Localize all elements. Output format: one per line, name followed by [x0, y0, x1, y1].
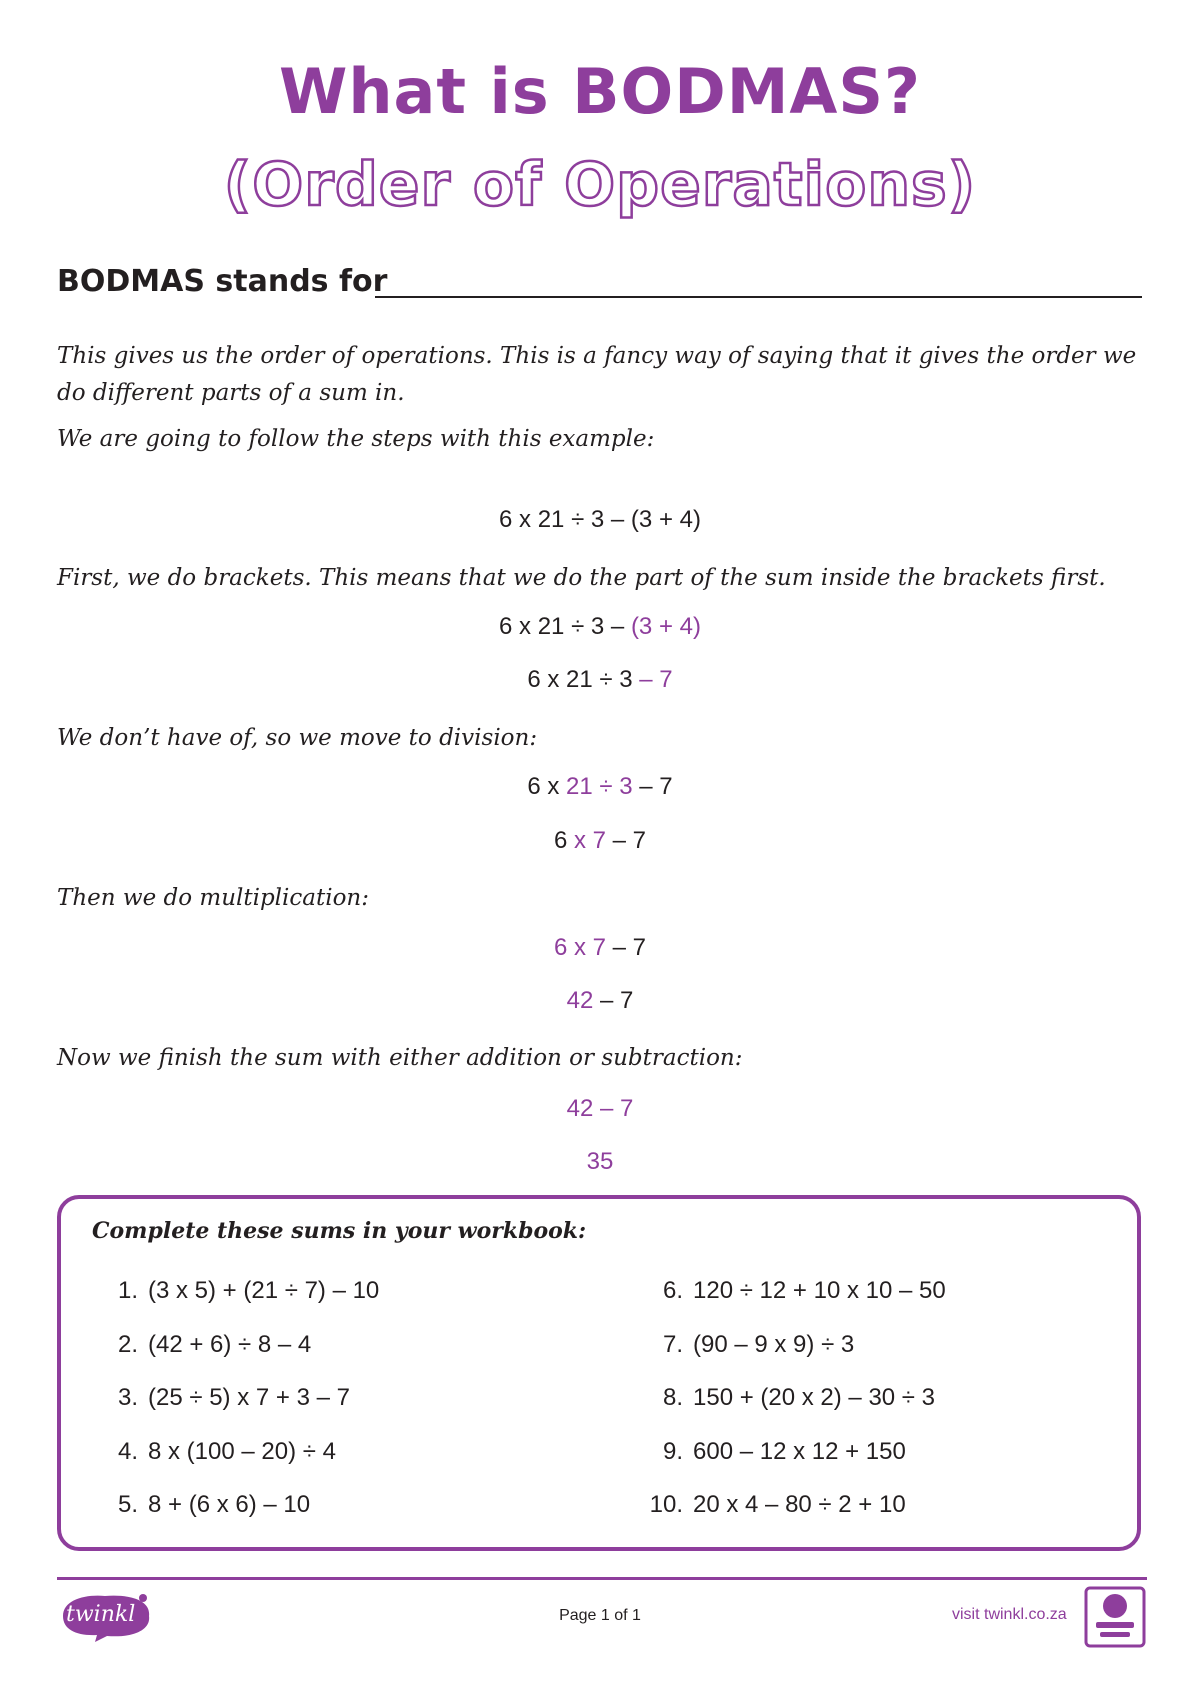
question-number: 5. [117, 1491, 138, 1518]
question-number: 8. [662, 1384, 683, 1411]
eq-after: – 7 [632, 773, 673, 800]
eq-before: 6 x [527, 773, 567, 800]
step2-equation-2 [0, 827, 1200, 855]
question-item [645, 1331, 854, 1359]
eq-plain: 6 x 21 ÷ 3 [527, 666, 640, 693]
eq-plain: 6 x 21 ÷ 3 – [499, 613, 631, 640]
step4-equation-1: 42 – 7 [566, 1095, 634, 1122]
step3-equation-2 [0, 987, 1200, 1015]
question-number: 6. [662, 1277, 683, 1304]
question-item [100, 1384, 350, 1412]
twinkl-logo-text: twinkl [66, 1602, 136, 1627]
question-text: (90 – 9 x 9) ÷ 3 [693, 1331, 855, 1358]
question-number: 9. [662, 1438, 683, 1465]
question-item [100, 1438, 336, 1466]
question-number: 2. [117, 1331, 138, 1358]
step4-equation-2: 35 [586, 1148, 614, 1175]
step1-text: First, we do brackets. This means that we do the part of the sum inside the brackets first. [57, 565, 1106, 591]
question-text: 120 ÷ 12 + 10 x 10 – 50 [693, 1277, 946, 1304]
question-item [645, 1491, 906, 1519]
eq-highlight: 6 x 7 [553, 934, 606, 961]
question-item [645, 1277, 946, 1305]
eq-before: 6 [553, 827, 574, 854]
question-number: 7. [662, 1331, 683, 1358]
page-subtitle: (Order of Operations) [223, 150, 977, 220]
step1-equation-1 [0, 613, 1200, 641]
question-number: 3. [117, 1384, 138, 1411]
question-text: (42 + 6) ÷ 8 – 4 [148, 1331, 312, 1358]
example-intro: We are going to follow the steps with this example: [57, 426, 655, 452]
question-text: (3 x 5) + (21 ÷ 7) – 10 [148, 1277, 380, 1304]
question-item [645, 1438, 906, 1466]
question-number: 4. [117, 1438, 138, 1465]
answer-blank-line [375, 296, 1142, 298]
question-item [100, 1331, 311, 1359]
step2-equation-1 [0, 773, 1200, 801]
question-text: 8 + (6 x 6) – 10 [148, 1491, 311, 1518]
stands-for-label: BODMAS stands for [57, 264, 388, 299]
visit-link[interactable]: visit twinkl.co.za [952, 1606, 1067, 1623]
page-number: Page 1 of 1 [559, 1607, 641, 1624]
step1-equation-2 [0, 666, 1200, 694]
question-item [100, 1277, 379, 1305]
step4-text: Now we finish the sum with either addition or subtraction: [57, 1045, 743, 1071]
step3-equation-1 [0, 934, 1200, 962]
question-item [100, 1491, 310, 1519]
question-text: (25 ÷ 5) x 7 + 3 – 7 [148, 1384, 350, 1411]
eq-highlight: 42 [566, 987, 594, 1014]
page-title: What is BODMAS? [278, 55, 922, 128]
question-text: 150 + (20 x 2) – 30 ÷ 3 [693, 1384, 935, 1411]
footer-divider [57, 1577, 1147, 1580]
question-text: 8 x (100 – 20) ÷ 4 [148, 1438, 336, 1465]
exercise-heading: Complete these sums in your workbook: [92, 1218, 587, 1244]
eq-highlight: (3 + 4) [630, 613, 701, 640]
question-number: 1. [117, 1277, 138, 1304]
eq-after: – 7 [606, 827, 647, 854]
eq-highlight: x 7 [573, 827, 606, 854]
eq-after: – 7 [593, 987, 634, 1014]
step2-text: We don’t have of, so we move to division: [57, 725, 538, 751]
question-number: 10. [649, 1491, 683, 1518]
quality-approved-badge-icon [1082, 1584, 1148, 1650]
step3-text: Then we do multiplication: [57, 885, 369, 911]
intro-paragraph: This gives us the order of operations. This is a fancy way of saying that it gives the order we do different parts of a sum in. [57, 343, 1137, 406]
example-equation: 6 x 21 ÷ 3 – (3 + 4) [499, 506, 701, 533]
question-item [645, 1384, 935, 1412]
question-text: 600 – 12 x 12 + 150 [693, 1438, 906, 1465]
eq-highlight: – 7 [639, 666, 673, 693]
eq-after: – 7 [606, 934, 647, 961]
question-text: 20 x 4 – 80 ÷ 2 + 10 [693, 1491, 906, 1518]
eq-highlight: 21 ÷ 3 [566, 773, 633, 800]
